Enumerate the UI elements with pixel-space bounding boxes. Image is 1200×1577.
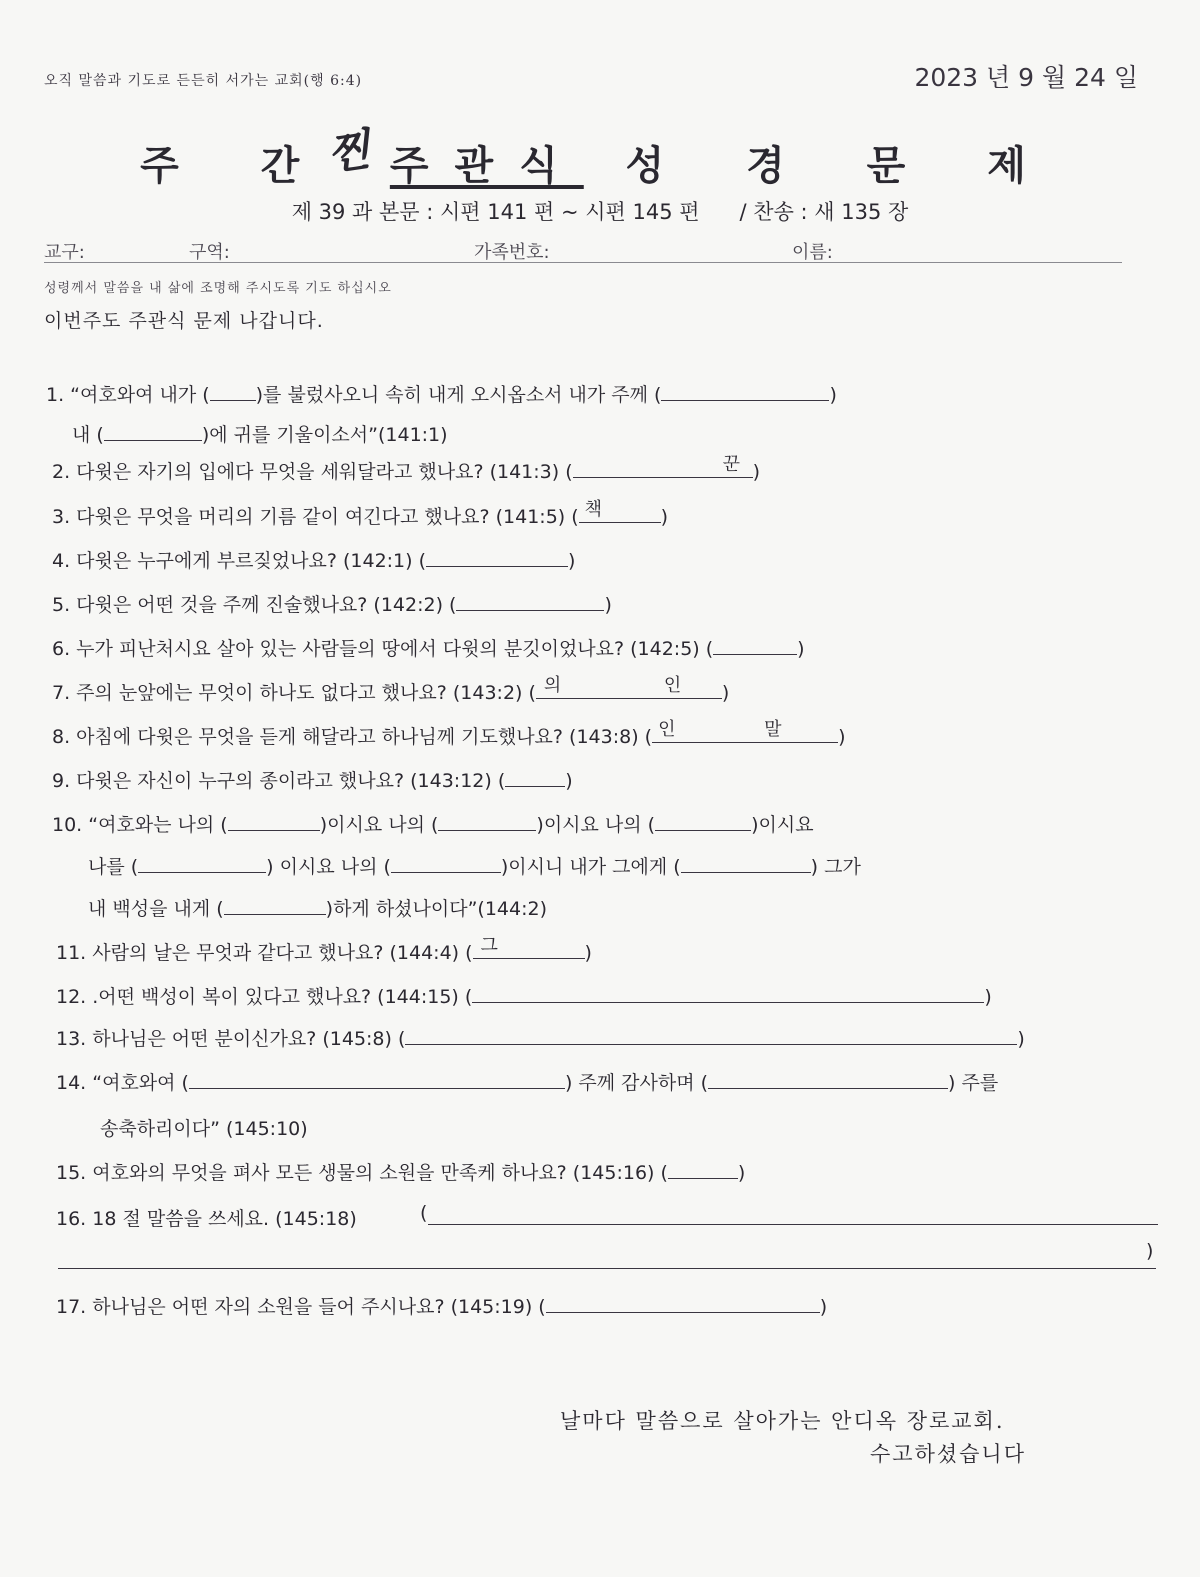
question-text: 11. 사람의 날은 무엇과 같다고 했나요? (144:4) ( (56, 942, 473, 964)
answer-blank[interactable] (668, 1158, 738, 1179)
answer-blank[interactable] (224, 894, 326, 915)
answer-blank[interactable] (546, 1292, 820, 1313)
question-text: 5. 다윗은 어떤 것을 주께 진술했나요? (142:2) ( (52, 594, 457, 616)
answer-blank[interactable] (652, 719, 838, 743)
question-text: 15. 여호와의 무엇을 펴사 모든 생물의 소원을 만족케 하나요? (145:16) ( (56, 1162, 668, 1184)
title-subjective: 주관식 (389, 143, 584, 189)
question-text: ) (829, 384, 837, 406)
title-jjin: 찐 (324, 124, 374, 181)
question-14 (56, 1068, 998, 1095)
closing-church: 날마다 말씀으로 살아가는 안디옥 장로교회. (560, 1409, 1005, 1433)
question-16-close-paren: ) (1146, 1240, 1154, 1262)
question-17 (56, 1292, 827, 1319)
answer-blank[interactable] (472, 982, 984, 1003)
question-text: 7. 주의 눈앞에는 무엇이 하나도 없다고 했나요? (143:2) ( (52, 682, 536, 704)
question-text: 4. 다윗은 누구에게 부르짖었나요? (142:1) ( (52, 550, 427, 572)
question-text: )를 불렀사오니 속히 내게 오시옵소서 내가 주께 ( (255, 384, 662, 406)
question-text: )에 귀를 기울이소서”(141:1) (201, 424, 448, 446)
answer-blank[interactable] (405, 1024, 1017, 1045)
question-text: ) (984, 986, 992, 1008)
question-text: ) 그가 (810, 856, 861, 878)
question-text: ) (721, 682, 730, 704)
question-text: ) (604, 594, 612, 616)
question-text: 내 백성을 내게 ( (88, 898, 224, 920)
question-text: 9. 다윗은 자신이 누구의 종이라고 했나요? (143:12) ( (52, 770, 506, 792)
answer-hint: 꾼 (722, 454, 740, 475)
answer-blank[interactable] (655, 810, 751, 831)
question-text: 3. 다윗은 무엇을 머리의 기름 같이 여긴다고 했나요? (141:5) ( (52, 506, 579, 528)
question-text: 6. 누가 피난처시요 살아 있는 사람들의 땅에서 다윗의 분깃이었나요? (142:5) ( (52, 638, 714, 660)
info-row (44, 238, 1122, 263)
name-label: 이름: (792, 242, 833, 263)
question-10-cont (88, 852, 861, 879)
question-text: ) (819, 1296, 828, 1318)
question-1 (46, 380, 837, 407)
lesson-range: 제 39 과 본문 : 시편 141 편 ~ 시편 145 편 (291, 200, 700, 224)
answer-blank[interactable] (426, 546, 568, 567)
question-text: 2. 다윗은 자기의 입에다 무엇을 세워달라고 했나요? (141:3) ( (52, 461, 573, 483)
answer-blank[interactable] (681, 852, 811, 873)
lesson-subtitle (0, 196, 1200, 226)
answer-hint: 인 (663, 675, 682, 696)
title-weekly: 주 간 (140, 143, 334, 189)
answer-blank[interactable] (210, 380, 256, 401)
question-text: 내 ( (72, 424, 104, 446)
answer-hint: 책 (584, 499, 603, 520)
question-text: ) (584, 942, 592, 964)
question-text: 8. 아침에 다윗은 무엇을 듣게 해달라고 하나님께 기도했나요? (143:8) ( (52, 726, 653, 748)
page-title (0, 124, 1200, 192)
answer-blank[interactable] (505, 766, 565, 787)
question-10-cont2 (88, 894, 547, 921)
answer-blank[interactable] (579, 499, 661, 523)
question-2 (52, 454, 761, 484)
question-7 (52, 675, 730, 705)
question-6 (52, 634, 805, 661)
question-text: 13. 하나님은 어떤 분이신가요? (145:8) ( (56, 1028, 406, 1050)
question-12 (56, 982, 992, 1009)
question-text: )이시요 나의 ( (319, 814, 439, 836)
question-text: 12. .어떤 백성이 복이 있다고 했나요? (144:15) ( (56, 986, 473, 1008)
question-15 (56, 1158, 745, 1185)
question-text: 17. 하나님은 어떤 자의 소원을 들어 주시나요? (145:19) ( (56, 1296, 546, 1318)
answer-blank[interactable] (438, 810, 536, 831)
question-text: ) (838, 726, 846, 748)
question-text: )이시니 내가 그에게 ( (500, 856, 681, 878)
answer-blank[interactable] (473, 935, 585, 959)
question-text: ) (737, 1162, 746, 1184)
answer-blank[interactable] (104, 420, 202, 441)
prayer-note: 성령께서 말씀을 내 삶에 조명해 주시도록 기도 하십시오 (44, 281, 392, 296)
answer-blank[interactable] (661, 380, 829, 401)
title-bible-quiz: 성 경 문 제 (625, 143, 1060, 189)
question-text: ) 이시요 나의 ( (266, 856, 391, 878)
answer-hint: 인 (658, 719, 676, 740)
answer-blank[interactable] (536, 675, 722, 699)
question-text: 1. “여호와여 내가 ( (46, 384, 210, 406)
question-5 (52, 590, 612, 617)
answer-blank[interactable] (189, 1068, 565, 1089)
question-10 (52, 810, 814, 837)
question-8 (52, 719, 846, 749)
question-text: 나를 ( (88, 856, 139, 878)
intro-text: 이번주도 주관식 문제 나갑니다. (44, 310, 324, 332)
question-text: ) (660, 506, 669, 528)
question-text: ) 주께 감사하며 ( (564, 1072, 709, 1094)
question-3 (52, 499, 669, 529)
question-text: )이시요 나의 ( (536, 814, 656, 836)
answer-blank[interactable] (708, 1068, 948, 1089)
answer-line[interactable] (58, 1268, 1156, 1269)
question-14-cont: 송축하리이다” (145:10) (100, 1118, 308, 1140)
question-16: 16. 18 절 말씀을 쓰세요. (145:18) (56, 1208, 357, 1230)
answer-hint: 말 (764, 719, 782, 740)
question-16-open-paren: ( (420, 1202, 428, 1224)
answer-line[interactable] (428, 1224, 1158, 1225)
answer-blank[interactable] (456, 590, 604, 611)
closing-thanks: 수고하셨습니다 (870, 1442, 1027, 1466)
question-9 (52, 766, 573, 793)
family-number-label: 가족번호: (474, 242, 550, 263)
answer-blank[interactable] (713, 634, 797, 655)
church-motto: 오직 말씀과 기도로 든든히 서가는 교회(행 6:4) (44, 73, 363, 89)
answer-blank[interactable] (228, 810, 320, 831)
district-label: 구역: (189, 242, 230, 263)
question-text: ) (752, 461, 761, 483)
question-4 (52, 546, 575, 573)
answer-hint: 그 (480, 935, 498, 956)
question-1-cont (72, 420, 448, 447)
answer-blank[interactable] (573, 454, 753, 478)
parish-label: 교구: (44, 242, 85, 263)
date: 2023 년 9 월 24 일 (914, 63, 1138, 92)
hymn-number: / 찬송 : 새 135 장 (739, 200, 909, 224)
question-13 (56, 1024, 1025, 1051)
question-text: ) 주를 (948, 1072, 999, 1094)
question-text: )하게 하셨나이다”(144:2) (325, 898, 548, 920)
answer-blank[interactable] (391, 852, 501, 873)
question-text: ) (797, 638, 805, 660)
question-text: 14. “여호와여 ( (56, 1072, 189, 1094)
question-11 (56, 935, 592, 965)
answer-blank[interactable] (138, 852, 266, 873)
question-text: ) (565, 770, 573, 792)
question-text: ) (1017, 1028, 1025, 1050)
question-text: )이시요 (751, 814, 814, 836)
question-text: 10. “여호와는 나의 ( (52, 814, 228, 836)
answer-hint: 의 (543, 675, 562, 696)
question-text: ) (568, 550, 576, 572)
